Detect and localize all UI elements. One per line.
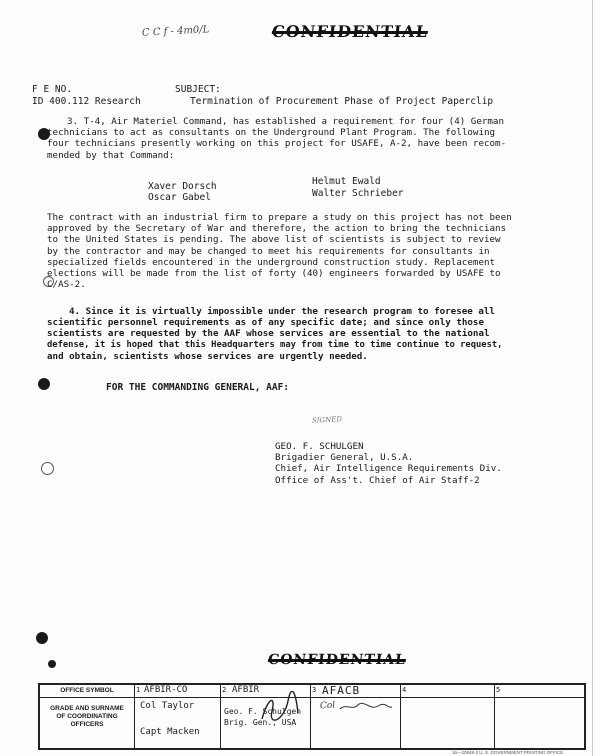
- officer-3: Col: [319, 700, 336, 712]
- text-line: to the United States is pending. The above list of scientists is subject to review: [47, 234, 501, 246]
- signer-rank: Brigadier General, U.S.A.: [275, 452, 414, 464]
- table-divider: [220, 685, 221, 748]
- table-divider: [494, 685, 495, 748]
- column-number: 2: [222, 686, 227, 694]
- office-symbol-3: AFACB: [322, 684, 361, 697]
- technician-name: Oscar Gabel: [148, 192, 211, 203]
- text-line: four technicians presently working on this project for USAFE, A-2, have been recom-: [47, 138, 507, 150]
- signature-scribble: SIGNED: [311, 415, 343, 425]
- coordination-routing-table: [38, 683, 586, 750]
- text-line: scientific personnel requirements as of any specific date; and since only those: [47, 317, 484, 329]
- paragraph-3-continued: [47, 212, 512, 290]
- officer-1: Col Taylor: [140, 701, 195, 711]
- table-divider: [400, 685, 401, 748]
- punch-hole: [38, 378, 50, 390]
- office-symbol-2: AFBIR: [232, 685, 260, 695]
- column-number: 1: [136, 686, 141, 694]
- paragraph-3: [47, 116, 506, 161]
- office-symbol-label: OFFICE SYMBOL: [60, 687, 114, 694]
- text-line: mended by that Command:: [47, 149, 175, 161]
- text-line: scientists are requested by the AAF whose services are essential to the national: [47, 328, 490, 340]
- table-divider: [40, 697, 584, 698]
- subject-text: Termination of Procurement Phase of Project Paperclip: [190, 96, 494, 107]
- grade-surname-label: GRADE AND SURNAME OF COORDINATING OFFICERS: [50, 705, 124, 728]
- table-divider: [310, 685, 311, 748]
- text-line: technicians to act as consultants on the Underground Plant Program. The following: [47, 127, 496, 139]
- text-line: defense, it is hoped that this Headquarters may from time to time continue to request,: [47, 339, 503, 350]
- page-edge-line: [592, 0, 593, 756]
- classification-stamp-top: CONFIDENTIAL: [271, 22, 429, 41]
- text-line: and obtain, scientists whose services are urgently needed.: [47, 350, 368, 362]
- column-number: 3: [312, 686, 317, 694]
- handwritten-initials: [258, 691, 302, 725]
- officer-2b: Brig. Gen., USA: [224, 718, 297, 727]
- officer-2: Geo. F. Schulgen: [224, 707, 302, 716]
- table-divider: [134, 685, 135, 748]
- text-line: by the contractor and may be changed to meet his requirements for consultants in: [47, 245, 490, 257]
- text-line: C/AS-2.: [47, 279, 86, 291]
- text-line: 3. T-4, Air Materiel Command, has established a requirement for four (4) German: [67, 116, 504, 127]
- text-line: elections will be made from the list of forty (40) engineers forwarded by USAFE to: [47, 268, 501, 280]
- text-line: 4. Since it is virtually impossible under the research program to foresee all: [69, 306, 495, 317]
- office-symbol-1: AFBIR-CO: [144, 685, 188, 695]
- classification-stamp-bottom: CONFIDENTIAL: [267, 652, 407, 668]
- file-no: ID 400.112 Research: [32, 96, 141, 107]
- technician-name: Walter Schrieber: [312, 188, 404, 199]
- text-line: specialized fields encountered in the underground construction study. Replacement: [47, 256, 496, 268]
- handwritten-note: C C f - 4m0/L: [141, 24, 210, 39]
- signer-name: GEO. F. SCHULGEN: [275, 441, 364, 452]
- closing-line: FOR THE COMMANDING GENERAL, AAF:: [106, 382, 290, 393]
- punch-hole: [48, 660, 56, 668]
- text-line: approved by the Secretary of War and therefore, the action to bring the technicians: [47, 223, 507, 235]
- file-no-label: F E NO.: [32, 84, 73, 95]
- subject-label: SUBJECT:: [175, 84, 221, 95]
- printing-office-footer: 16—20848-2 U. S. GOVERNMENT PRINTING OFFICE: [452, 750, 564, 755]
- column-number: 5: [496, 686, 501, 694]
- technician-name: Helmut Ewald: [312, 176, 381, 187]
- signer-office: Office of Ass't. Chief of Air Staff-2: [275, 474, 480, 486]
- punch-hole: [36, 632, 48, 644]
- punch-hole: [41, 462, 54, 475]
- column-number: 4: [402, 686, 407, 694]
- handwritten-signature: [338, 701, 394, 713]
- signer-title: Chief, Air Intelligence Requirements Div.: [275, 463, 502, 475]
- technician-name: Xaver Dorsch: [148, 181, 217, 192]
- paragraph-4: [47, 306, 502, 362]
- text-line: The contract with an industrial firm to prepare a study on this project has not been: [47, 212, 512, 223]
- officer-1b: Capt Macken: [140, 727, 200, 737]
- signature-block: [275, 441, 502, 486]
